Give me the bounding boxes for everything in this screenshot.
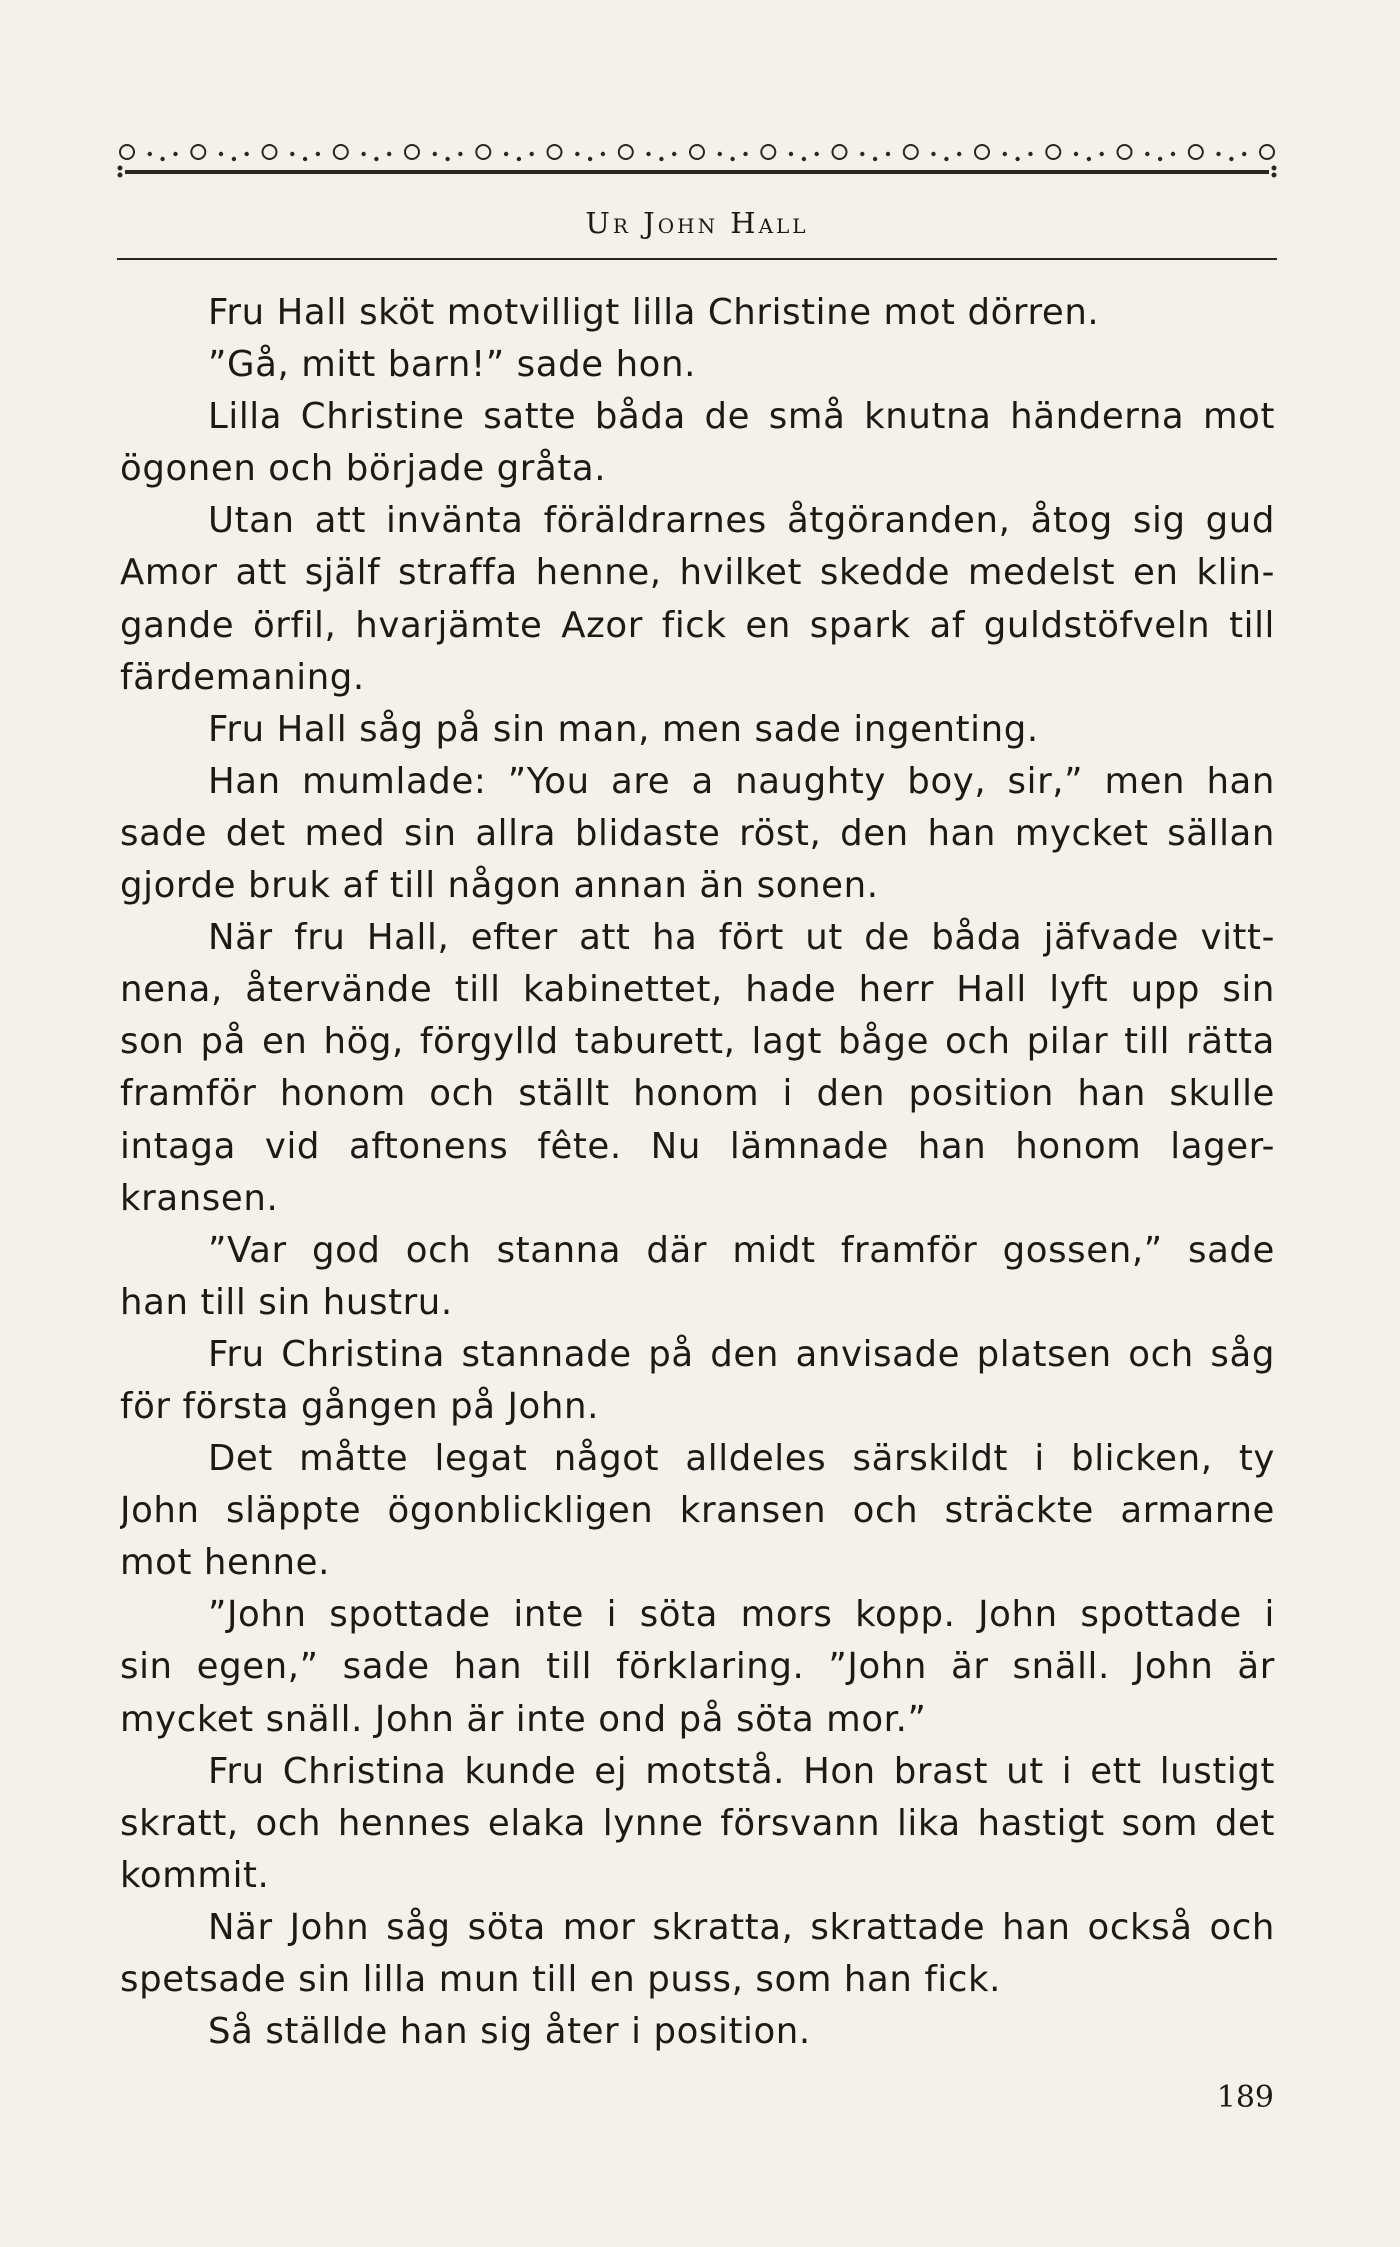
- text-line: Fru Christina stannade på den anvisade platsen och såg: [208, 1333, 1275, 1375]
- ornament-dot: [1158, 157, 1162, 161]
- text-line: gjorde bruk af till någon annan än sonen.: [120, 865, 879, 907]
- ornament-ring: [975, 145, 989, 159]
- text-line: Amor att själf straffa henne, hvilket skedde medelst en klin-: [120, 552, 1275, 594]
- ornament-dot: [1171, 152, 1175, 156]
- text-line: kransen.: [120, 1177, 279, 1219]
- text-line: kommit.: [120, 1854, 270, 1896]
- ornament-dot: [659, 157, 663, 161]
- ornament-ring: [761, 145, 775, 159]
- ornament-dot: [601, 152, 605, 156]
- ornament-dot: [730, 157, 734, 161]
- text-line: Så ställde han sig åter i position.: [208, 2011, 811, 2053]
- ornament-dot: [1242, 152, 1246, 156]
- ornament-ring: [405, 145, 419, 159]
- ornament-dot: [1015, 157, 1019, 161]
- ornament-dot: [1074, 152, 1078, 156]
- ornament-ring: [191, 145, 205, 159]
- ornament-dot: [445, 157, 449, 161]
- ornament-dot: [1087, 157, 1091, 161]
- text-line: framför honom och ställt honom i den position han skulle: [120, 1073, 1275, 1115]
- body-text: [120, 287, 1275, 2058]
- ornament-dot: [530, 152, 534, 156]
- text-line: intaga vid aftonens fête. Nu lämnade han honom lager-: [120, 1125, 1275, 1167]
- text-line: mycket snäll. John är inte ond på söta mor.”: [120, 1698, 927, 1740]
- text-line: sade det med sin allra blidaste röst, den han mycket sällan: [120, 812, 1275, 854]
- ornament-dot: [316, 152, 320, 156]
- ornament-dot: [931, 152, 935, 156]
- ornament-dot: [1216, 152, 1220, 156]
- text-line: färdemaning.: [120, 656, 365, 698]
- text-line: Lilla Christine satte båda de små knutna händerna mot: [208, 396, 1275, 438]
- ornament-dot: [957, 152, 961, 156]
- running-head: Ur John Hall: [585, 206, 809, 240]
- text-line: skratt, och hennes elaka lynne försvann lika hastigt som det: [120, 1802, 1275, 1844]
- ornament-dot: [303, 157, 307, 161]
- ornament-dot: [517, 157, 521, 161]
- ornament-dot: [290, 152, 294, 156]
- ornament-ring: [1118, 145, 1132, 159]
- ornament-dot: [374, 157, 378, 161]
- ornament-ring: [548, 145, 562, 159]
- ornament-dot: [860, 152, 864, 156]
- ornament-ring: [1046, 145, 1060, 159]
- ornament-dot: [646, 152, 650, 156]
- ornament-dot: [173, 152, 177, 156]
- ornament-ring: [1260, 145, 1274, 159]
- ornament-dot: [672, 152, 676, 156]
- ornament-ring: [120, 145, 134, 159]
- text-line: ”Gå, mitt barn!” sade hon.: [208, 344, 696, 386]
- ornament-ring: [619, 145, 633, 159]
- ornament-dot: [387, 152, 391, 156]
- ornament-dot: [1229, 157, 1233, 161]
- ornament-ring: [263, 145, 277, 159]
- ornament-dot: [802, 157, 806, 161]
- ornament-dot: [718, 152, 722, 156]
- decorative-header-ornament: [117, 118, 1277, 178]
- ornament-dot: [944, 157, 948, 161]
- text-line: son på en hög, förgylld taburett, lagt båge och pilar till rätta: [120, 1021, 1275, 1063]
- text-line: ögonen och började gråta.: [120, 448, 607, 490]
- text-line: gande örfil, hvarjämte Azor fick en spark af guldstöfveln till: [120, 604, 1275, 646]
- ornament-dot: [160, 157, 164, 161]
- text-line: När John såg söta mor skratta, skrattade han också och: [208, 1906, 1275, 1948]
- text-line: John släppte ögonblickligen kransen och sträckte armarne: [120, 1490, 1275, 1532]
- text-line: Fru Christina kunde ej motstå. Hon brast ut i ett lustigt: [208, 1750, 1275, 1792]
- ornament-dot: [148, 152, 152, 156]
- ornament-ring: [833, 145, 847, 159]
- text-line: Fru Hall sköt motvilligt lilla Christine mot dörren.: [208, 292, 1100, 333]
- text-line: spetsade sin lilla mun till en puss, som han fick.: [120, 1959, 1002, 2000]
- ornament-dot: [873, 157, 877, 161]
- page-number: 189: [1216, 2080, 1274, 2115]
- ornament-ring: [904, 145, 918, 159]
- ornament-dot: [575, 152, 579, 156]
- text-line: mot henne.: [120, 1542, 330, 1584]
- ornament-dot: [458, 152, 462, 156]
- ornament-dot: [588, 157, 592, 161]
- ornament-dot: [1100, 152, 1104, 156]
- text-line: Utan att invänta föräldrarnes åtgöranden, åtog sig gud: [208, 500, 1275, 542]
- ornament-ring: [476, 145, 490, 159]
- text-line: för första gången på John.: [120, 1385, 599, 1427]
- ornament-dot: [361, 152, 365, 156]
- ornament-dot: [815, 152, 819, 156]
- ornament-dot: [504, 152, 508, 156]
- ornament-dot: [433, 152, 437, 156]
- ornament-dot: [219, 152, 223, 156]
- text-line: När fru Hall, efter att ha fört ut de båda jäfvade vitt-: [208, 917, 1275, 959]
- ornament-dot: [232, 157, 236, 161]
- text-line: han till sin hustru.: [120, 1281, 453, 1323]
- ornament-dot: [1145, 152, 1149, 156]
- ornament-dot: [789, 152, 793, 156]
- header-rule: [117, 258, 1277, 260]
- ornament-ring: [690, 145, 704, 159]
- ornament-dot: [886, 152, 890, 156]
- ornament-dot: [1003, 152, 1007, 156]
- ornament-ring: [1189, 145, 1203, 159]
- text-line: Fru Hall såg på sin man, men sade ingenting.: [208, 708, 1039, 750]
- ornament-ring: [334, 145, 348, 159]
- text-line: ”John spottade inte i söta mors kopp. John spottade i: [208, 1594, 1275, 1636]
- ornament-dot: [743, 152, 747, 156]
- ornament-dot: [1028, 152, 1032, 156]
- text-line: nena, återvände till kabinettet, hade herr Hall lyft upp sin: [120, 969, 1275, 1011]
- text-line: Det måtte legat något alldeles särskildt i blicken, ty: [208, 1438, 1275, 1480]
- text-line: ”Var god och stanna där midt framför gossen,” sade: [208, 1229, 1275, 1271]
- text-line: sin egen,” sade han till förklaring. ”John är snäll. John är: [120, 1646, 1275, 1688]
- text-line: Han mumlade: ”You are a naughty boy, sir,” men han: [208, 760, 1275, 802]
- ornament-dot: [245, 152, 249, 156]
